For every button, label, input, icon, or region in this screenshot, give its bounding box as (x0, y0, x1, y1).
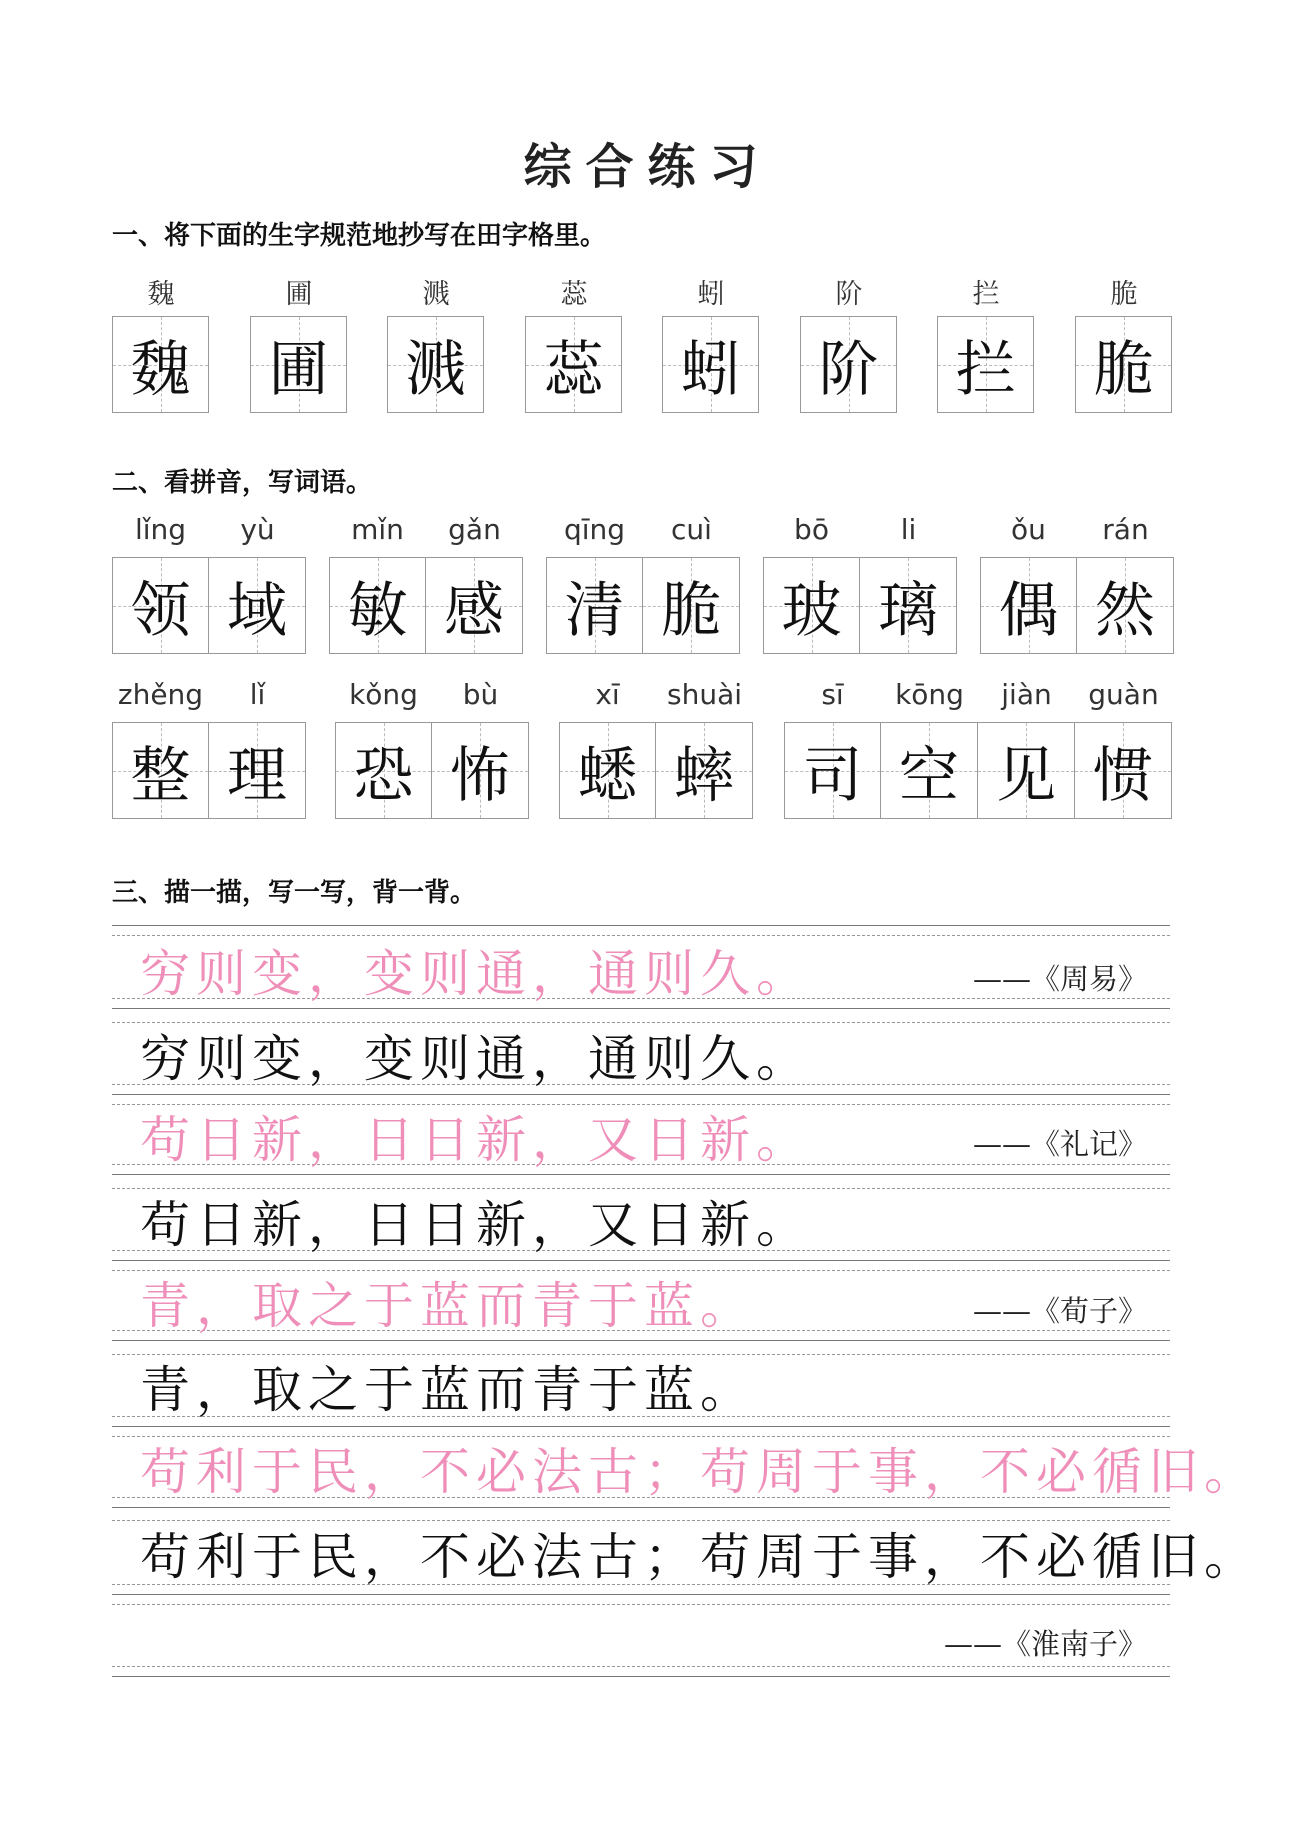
tianzige-cell[interactable]: 脆 (1075, 316, 1172, 413)
pinyin-word (335, 678, 529, 819)
pinyin-syllable: bō (794, 513, 829, 546)
tianzige-cell[interactable]: 蕊 (525, 316, 622, 413)
rule-line (112, 1094, 1170, 1095)
rule-line (112, 1507, 1170, 1508)
rule-line (112, 1340, 1170, 1341)
char-practice-item (525, 272, 623, 413)
tianzige-cell[interactable]: 蟋 (559, 722, 656, 819)
pinyin-syllable: sī (821, 678, 844, 711)
char-practice-item (937, 272, 1035, 413)
rule-line (112, 1174, 1170, 1175)
verse-source: ——《周易》 (972, 962, 1147, 996)
pinyin-syllable: lǐ (249, 678, 266, 711)
tianzige-cell[interactable]: 玻 (763, 557, 860, 654)
verse-source: ——《礼记》 (972, 1127, 1147, 1161)
trace-verse: 穷则变，变则通，通则久。 (140, 945, 812, 1003)
pinyin-word (329, 513, 523, 654)
tianzige-cell[interactable]: 溅 (387, 316, 484, 413)
pinyin-word (559, 678, 753, 819)
write-verse[interactable]: 苟利于民，不必法古；苟周于事，不必循旧。 (140, 1528, 1260, 1586)
pinyin-word (546, 513, 740, 654)
tianzige-cell[interactable]: 清 (546, 557, 643, 654)
char-reference: 拦 (972, 279, 1000, 310)
rule-line (112, 1426, 1170, 1427)
tianzige-cell[interactable]: 惯 (1075, 722, 1172, 819)
section-1-heading: 一、将下面的生字规范地抄写在田字格里。 (112, 221, 607, 251)
char-practice-item (662, 272, 760, 413)
rule-line (112, 1594, 1170, 1595)
tianzige-cell[interactable]: 阶 (800, 316, 897, 413)
pinyin-word (763, 513, 957, 654)
section-2-heading: 二、看拼音，写词语。 (112, 468, 373, 498)
char-reference: 溅 (422, 279, 450, 310)
tianzige-cell[interactable]: 恐 (335, 722, 432, 819)
pinyin-syllable: ǒu (1011, 513, 1046, 546)
tianzige-cell[interactable]: 敏 (329, 557, 426, 654)
pinyin-syllable: cuì (671, 513, 712, 546)
page-title: 综合练习 (523, 139, 772, 195)
pinyin-syllable: gǎn (448, 513, 501, 546)
pinyin-syllable: bù (462, 678, 499, 711)
pinyin-word (112, 678, 306, 819)
rule-line (112, 1260, 1170, 1261)
pinyin-syllable: lǐng (134, 513, 187, 546)
pinyin-syllable: qīng (563, 513, 626, 546)
tianzige-cell[interactable]: 怖 (432, 722, 529, 819)
tianzige-cell[interactable]: 脆 (643, 557, 740, 654)
tianzige-cell[interactable]: 司 (784, 722, 881, 819)
pinyin-syllable: yù (240, 513, 275, 546)
pinyin-syllable: kōng (895, 678, 964, 711)
pinyin-syllable: rán (1102, 513, 1149, 546)
verse-source: ——《荀子》 (972, 1294, 1147, 1328)
tianzige-cell[interactable]: 拦 (937, 316, 1034, 413)
pinyin-word (980, 513, 1174, 654)
pinyin-syllable: zhěng (117, 678, 204, 711)
char-practice-item (1075, 272, 1173, 413)
rule-line (112, 1676, 1170, 1677)
rule-line (112, 1666, 1170, 1667)
char-reference: 圃 (285, 279, 313, 310)
tianzige-cell[interactable]: 领 (112, 557, 209, 654)
tianzige-cell[interactable]: 然 (1077, 557, 1174, 654)
char-practice-item (250, 272, 348, 413)
write-verse[interactable]: 苟日新，日日新，又日新。 (140, 1196, 812, 1254)
char-reference: 魏 (147, 279, 175, 310)
char-practice-item (387, 272, 485, 413)
tianzige-cell[interactable]: 整 (112, 722, 209, 819)
tianzige-cell[interactable]: 璃 (860, 557, 957, 654)
pinyin-syllable: li (900, 513, 917, 546)
trace-verse: 青，取之于蓝而青于蓝。 (140, 1277, 756, 1335)
char-reference: 蕊 (560, 279, 588, 310)
write-verse[interactable]: 青，取之于蓝而青于蓝。 (140, 1361, 756, 1419)
trace-verse: 苟利于民，不必法古；苟周于事，不必循旧。 (140, 1443, 1260, 1501)
tianzige-cell[interactable]: 蟀 (656, 722, 753, 819)
rule-line (112, 1604, 1170, 1605)
verse-source: ——《淮南子》 (943, 1627, 1147, 1661)
char-reference: 脆 (1110, 279, 1138, 310)
write-verse[interactable]: 穷则变，变则通，通则久。 (140, 1030, 812, 1088)
tianzige-cell[interactable]: 见 (978, 722, 1075, 819)
char-reference: 阶 (835, 279, 863, 310)
char-practice-item (800, 272, 898, 413)
pinyin-syllable: kǒng (349, 678, 418, 711)
pinyin-syllable: jiàn (1001, 678, 1052, 711)
tianzige-cell[interactable]: 圃 (250, 316, 347, 413)
pinyin-syllable: mǐn (351, 513, 404, 546)
tianzige-cell[interactable]: 感 (426, 557, 523, 654)
tianzige-cell[interactable]: 空 (881, 722, 978, 819)
tianzige-cell[interactable]: 蚓 (662, 316, 759, 413)
pinyin-syllable: xī (595, 678, 620, 711)
section-3-heading: 三、描一描，写一写，背一背。 (112, 878, 477, 908)
tianzige-cell[interactable]: 偶 (980, 557, 1077, 654)
rule-line (112, 925, 1170, 926)
pinyin-word (112, 513, 306, 654)
pinyin-syllable: shuài (666, 678, 743, 711)
tianzige-cell[interactable]: 魏 (112, 316, 209, 413)
pinyin-syllable: guàn (1088, 678, 1159, 711)
pinyin-idiom (784, 678, 1172, 819)
rule-line (112, 1008, 1170, 1009)
char-reference: 蚓 (697, 279, 725, 310)
tianzige-cell[interactable]: 域 (209, 557, 306, 654)
tianzige-cell[interactable]: 理 (209, 722, 306, 819)
char-practice-item (112, 272, 210, 413)
trace-verse: 苟日新，日日新，又日新。 (140, 1111, 812, 1169)
